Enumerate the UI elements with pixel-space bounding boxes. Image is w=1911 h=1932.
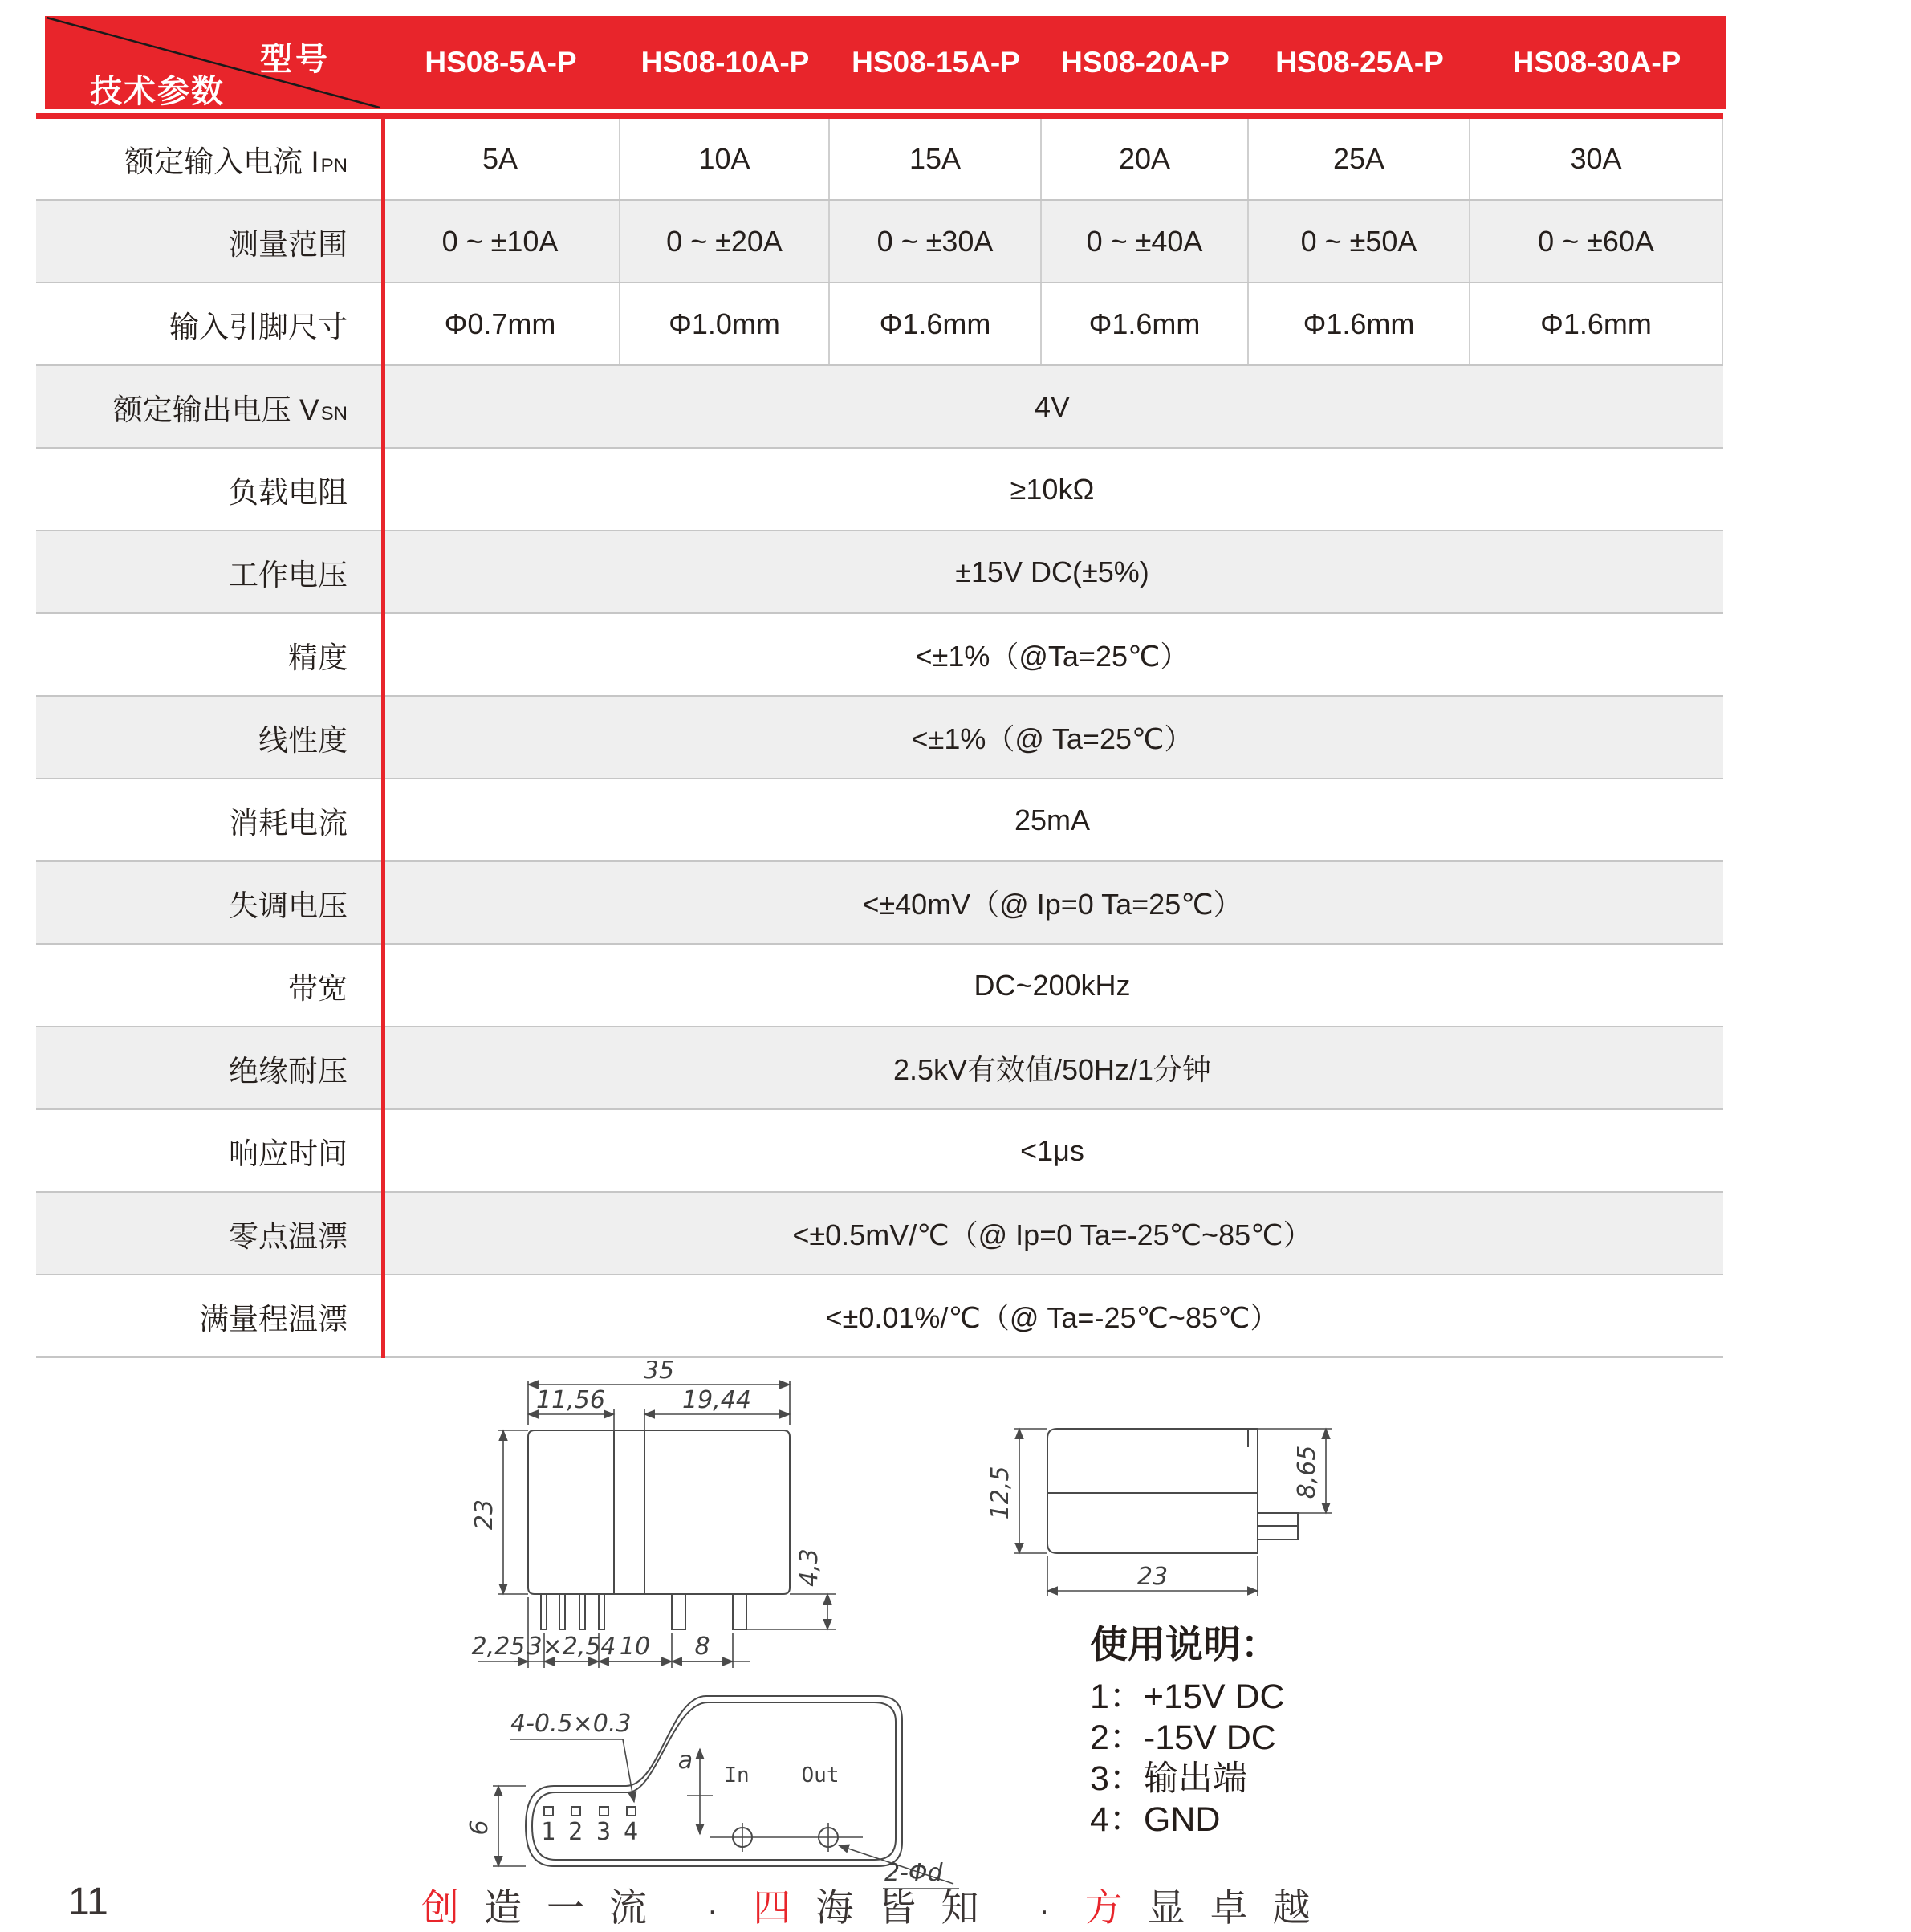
model-column-header: HS08-30A-P bbox=[1512, 46, 1681, 79]
spec-value-cell: 10A bbox=[620, 119, 830, 199]
table-row bbox=[36, 366, 1723, 449]
hole-note: 2-Φd bbox=[884, 1859, 943, 1887]
tagline-red-char: 方 bbox=[1084, 1886, 1148, 1929]
table-row bbox=[36, 1275, 1723, 1358]
spec-value-span-cell: <±0.5mV/℃（@ Ip=0 Ta=-25℃~85℃） bbox=[792, 1218, 1312, 1251]
pad-number: 2 bbox=[567, 1818, 583, 1846]
table-row bbox=[36, 779, 1723, 862]
sensor-body-outline bbox=[528, 1430, 790, 1594]
spec-value-cell: 0 ~ ±30A bbox=[830, 201, 1042, 282]
dim-bottom-height: 6 bbox=[466, 1820, 494, 1836]
dim-left-width: 11,56 bbox=[536, 1386, 605, 1414]
pin bbox=[559, 1594, 565, 1629]
spec-value-cell: 30A bbox=[1470, 119, 1723, 199]
spec-value-cell: Φ1.6mm bbox=[1042, 283, 1249, 364]
dim-gap1: 10 bbox=[619, 1633, 651, 1661]
row-label bbox=[36, 697, 381, 778]
header-red-rule bbox=[36, 113, 1723, 119]
dim-total-width: 35 bbox=[643, 1361, 675, 1385]
usage-notes bbox=[1090, 1615, 1285, 1840]
spec-value-cell: 0 ~ ±60A bbox=[1470, 201, 1723, 282]
row-label bbox=[36, 366, 381, 447]
label-column-red-divider bbox=[381, 119, 385, 1358]
primary-pin bbox=[733, 1594, 746, 1629]
spec-value-cell: 20A bbox=[1042, 119, 1249, 199]
row-label-text: 失调电压 bbox=[229, 889, 348, 922]
spec-value-cell: 0 ~ ±40A bbox=[1042, 201, 1249, 282]
tagline-text: 显卓越 bbox=[1147, 1886, 1336, 1929]
spec-value-span-cell: <1μs bbox=[1020, 1133, 1084, 1167]
tagline-text: 海皆知 bbox=[815, 1886, 1004, 1929]
dim-pin-height: 4,3 bbox=[795, 1548, 823, 1587]
slot-note: 4-0.5×0.3 bbox=[510, 1710, 632, 1738]
spec-value-cell: 0 ~ ±50A bbox=[1249, 201, 1470, 282]
row-label-text: 负载电阻 bbox=[229, 475, 348, 509]
spec-value-span-cell: <±0.01%/℃（@ Ta=-25℃~85℃） bbox=[825, 1301, 1279, 1334]
spec-value-span-cell: 4V bbox=[1034, 389, 1071, 423]
row-label-text: 额定输入电流 I bbox=[124, 145, 319, 178]
table-row bbox=[36, 862, 1723, 945]
usage-title: 使用说明： bbox=[1090, 1623, 1279, 1666]
row-label-text: 满量程温漂 bbox=[199, 1302, 348, 1336]
spec-value-cell: 15A bbox=[830, 119, 1042, 199]
dim-depth: 23 bbox=[1136, 1563, 1169, 1591]
row-label bbox=[36, 614, 381, 695]
spec-value-span-cell: <±40mV（@ Ip=0 Ta=25℃） bbox=[862, 888, 1242, 921]
table-row bbox=[36, 449, 1723, 531]
pad-number: 1 bbox=[540, 1818, 556, 1846]
dim-height: 23 bbox=[470, 1499, 498, 1531]
spec-value-cell: 0 ~ ±20A bbox=[620, 201, 830, 282]
table-row bbox=[36, 283, 1723, 366]
spec-value-span-cell: ≥10kΩ bbox=[1010, 472, 1095, 506]
spec-value-cell: 0 ~ ±10A bbox=[381, 201, 620, 282]
table-row bbox=[36, 1110, 1723, 1193]
dim-edge-offset: 2,25 bbox=[471, 1633, 526, 1661]
spec-table-body bbox=[36, 119, 1723, 1358]
header-model-columns bbox=[381, 16, 1723, 109]
spec-value-span-cell: DC~200kHz bbox=[974, 968, 1131, 1002]
side-view-drawing bbox=[983, 1393, 1344, 1605]
pad bbox=[544, 1807, 553, 1816]
tagline-group bbox=[421, 1878, 672, 1932]
table-row bbox=[36, 201, 1723, 283]
spec-value-span-cell: ±15V DC(±5%) bbox=[955, 555, 1149, 588]
model-column-header: HS08-20A-P bbox=[1061, 46, 1230, 79]
row-label bbox=[36, 201, 381, 282]
spec-value-span-cell: 2.5kV有效值/50Hz/1分钟 bbox=[892, 1053, 1212, 1086]
page-number: 11 bbox=[68, 1881, 108, 1923]
row-label-text: 响应时间 bbox=[229, 1137, 348, 1170]
row-label-subscript: SN bbox=[320, 402, 348, 425]
pad-number: 3 bbox=[596, 1818, 612, 1846]
pad bbox=[600, 1807, 608, 1816]
dim-gap2: 8 bbox=[694, 1633, 710, 1661]
tagline-dot: · bbox=[707, 1893, 718, 1928]
row-label-text: 工作电压 bbox=[229, 558, 348, 592]
row-label bbox=[36, 862, 381, 943]
model-column-header: HS08-10A-P bbox=[640, 46, 810, 79]
spec-value-span-cell: <±1%（@Ta=25℃） bbox=[915, 640, 1189, 673]
pin bbox=[541, 1594, 547, 1629]
model-column-header: HS08-15A-P bbox=[852, 46, 1020, 79]
spec-value-cell: Φ1.6mm bbox=[1249, 283, 1470, 364]
spec-value-span-cell: 25mA bbox=[1014, 803, 1091, 836]
out-label: Out bbox=[801, 1763, 840, 1788]
row-label-text: 输入引脚尺寸 bbox=[169, 310, 348, 344]
in-label: In bbox=[724, 1763, 750, 1788]
spec-value-cell: Φ0.7mm bbox=[381, 283, 620, 364]
row-label bbox=[36, 119, 381, 199]
row-label bbox=[36, 1193, 381, 1274]
row-label-text: 额定输出电压 V bbox=[112, 393, 319, 426]
table-row bbox=[36, 614, 1723, 697]
table-row bbox=[36, 531, 1723, 614]
dim-tab-height: 8,65 bbox=[1293, 1445, 1321, 1499]
pin bbox=[579, 1594, 585, 1629]
dim-right-width: 19,44 bbox=[682, 1386, 751, 1414]
header-label-model: 型号 bbox=[260, 42, 331, 77]
dim-a: a bbox=[677, 1747, 693, 1775]
row-label-text: 精度 bbox=[288, 641, 348, 674]
row-label bbox=[36, 449, 381, 530]
row-label-text: 线性度 bbox=[258, 723, 348, 757]
tagline-text: 造一流 bbox=[484, 1886, 672, 1929]
header-label-tech-params: 技术参数 bbox=[90, 74, 225, 109]
pad bbox=[571, 1807, 580, 1816]
table-row bbox=[36, 1193, 1723, 1275]
table-row bbox=[36, 1027, 1723, 1110]
spec-value-cell: 5A bbox=[381, 119, 620, 199]
front-view-drawing bbox=[445, 1361, 855, 1678]
row-label-text: 零点温漂 bbox=[229, 1219, 348, 1253]
usage-item: 4：GND bbox=[1090, 1800, 1221, 1839]
pad bbox=[627, 1807, 636, 1816]
row-label-text: 消耗电流 bbox=[229, 806, 348, 840]
usage-item: 3：输出端 bbox=[1090, 1759, 1247, 1798]
tagline-red-char: 四 bbox=[753, 1886, 816, 1929]
usage-item: 1：+15V DC bbox=[1090, 1678, 1285, 1716]
tagline-group bbox=[753, 1878, 1003, 1932]
tagline-red-char: 创 bbox=[421, 1886, 484, 1929]
primary-pin bbox=[672, 1594, 685, 1629]
usage-item: 2：-15V DC bbox=[1090, 1718, 1276, 1757]
spec-value-cell: 25A bbox=[1249, 119, 1470, 199]
row-label bbox=[36, 1027, 381, 1108]
table-row bbox=[36, 945, 1723, 1027]
spec-value-cell: Φ1.6mm bbox=[830, 283, 1042, 364]
row-label bbox=[36, 1110, 381, 1191]
spec-value-span-cell: <±1%（@ Ta=25℃） bbox=[911, 722, 1193, 755]
row-label-text: 带宽 bbox=[288, 971, 348, 1005]
row-label bbox=[36, 945, 381, 1026]
model-column-header: HS08-5A-P bbox=[425, 46, 577, 79]
model-column-header: HS08-25A-P bbox=[1275, 46, 1444, 79]
row-label bbox=[36, 283, 381, 364]
table-row bbox=[36, 697, 1723, 779]
spec-table-header-bar bbox=[45, 16, 1726, 109]
row-label bbox=[36, 531, 381, 612]
row-label-subscript: PN bbox=[320, 155, 348, 177]
spec-value-cell: Φ1.0mm bbox=[620, 283, 830, 364]
table-row bbox=[36, 119, 1723, 201]
row-label-text: 测量范围 bbox=[229, 227, 348, 261]
sensor-side-outline bbox=[1047, 1429, 1258, 1553]
spec-value-cell: Φ1.6mm bbox=[1470, 283, 1723, 364]
row-label-text: 绝缘耐压 bbox=[229, 1054, 348, 1088]
pad-number: 4 bbox=[623, 1818, 639, 1846]
dim-side-height: 12,5 bbox=[986, 1466, 1014, 1520]
footer-tagline bbox=[421, 1878, 1336, 1932]
row-label bbox=[36, 779, 381, 860]
tagline-group bbox=[1085, 1878, 1336, 1932]
tagline-dot: · bbox=[1039, 1893, 1050, 1928]
pin bbox=[599, 1594, 604, 1629]
row-label bbox=[36, 1275, 381, 1356]
dim-pin-pitch: 3×2,54 bbox=[527, 1633, 616, 1661]
